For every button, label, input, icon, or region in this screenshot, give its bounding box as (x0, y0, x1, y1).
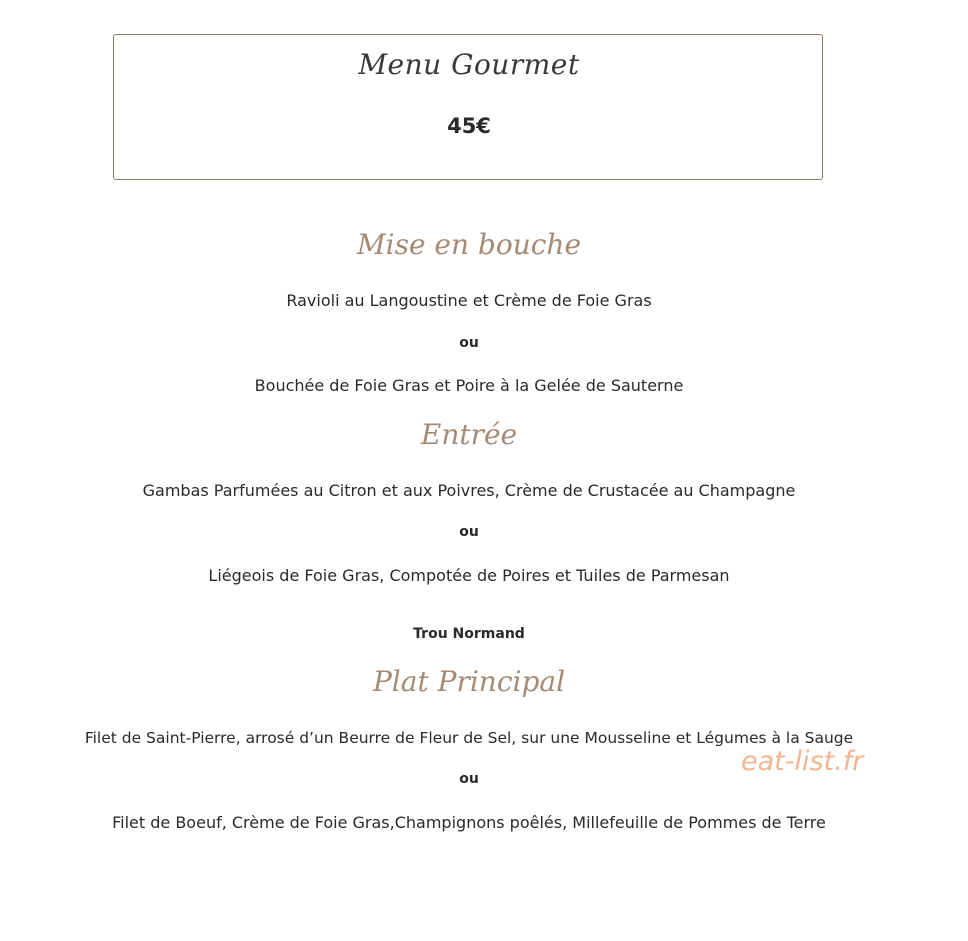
menu-price: 45€ (447, 114, 491, 138)
dish-item: Filet de Saint-Pierre, arrosé d’un Beurre de Fleur de Sel, sur une Mousseline et Légumes à la Sauge (84, 729, 854, 747)
dish-item: Filet de Boeuf, Crème de Foie Gras,Champignons poêlés, Millefeuille de Pommes de Terre (112, 813, 826, 832)
dish-item: Gambas Parfumées au Citron et aux Poivres, Crème de Crustacée au Champagne (142, 481, 796, 500)
or-separator: ou (459, 771, 479, 787)
menu-title: Menu Gourmet (358, 48, 580, 81)
watermark: eat-list.fr (741, 746, 864, 777)
or-separator: ou (459, 524, 479, 540)
dish-item: Liégeois de Foie Gras, Compotée de Poires et Tuiles de Parmesan (208, 566, 730, 585)
or-separator: ou (459, 335, 479, 351)
interlude-trou-normand: Trou Normand (413, 626, 525, 642)
section-title-mise-en-bouche: Mise en bouche (356, 228, 582, 261)
section-title-plat-principal: Plat Principal (372, 665, 566, 698)
section-title-entree: Entrée (420, 418, 518, 451)
dish-item: Ravioli au Langoustine et Crème de Foie Gras (286, 291, 652, 310)
dish-item: Bouchée de Foie Gras et Poire à la Gelée de Sauterne (254, 376, 684, 395)
